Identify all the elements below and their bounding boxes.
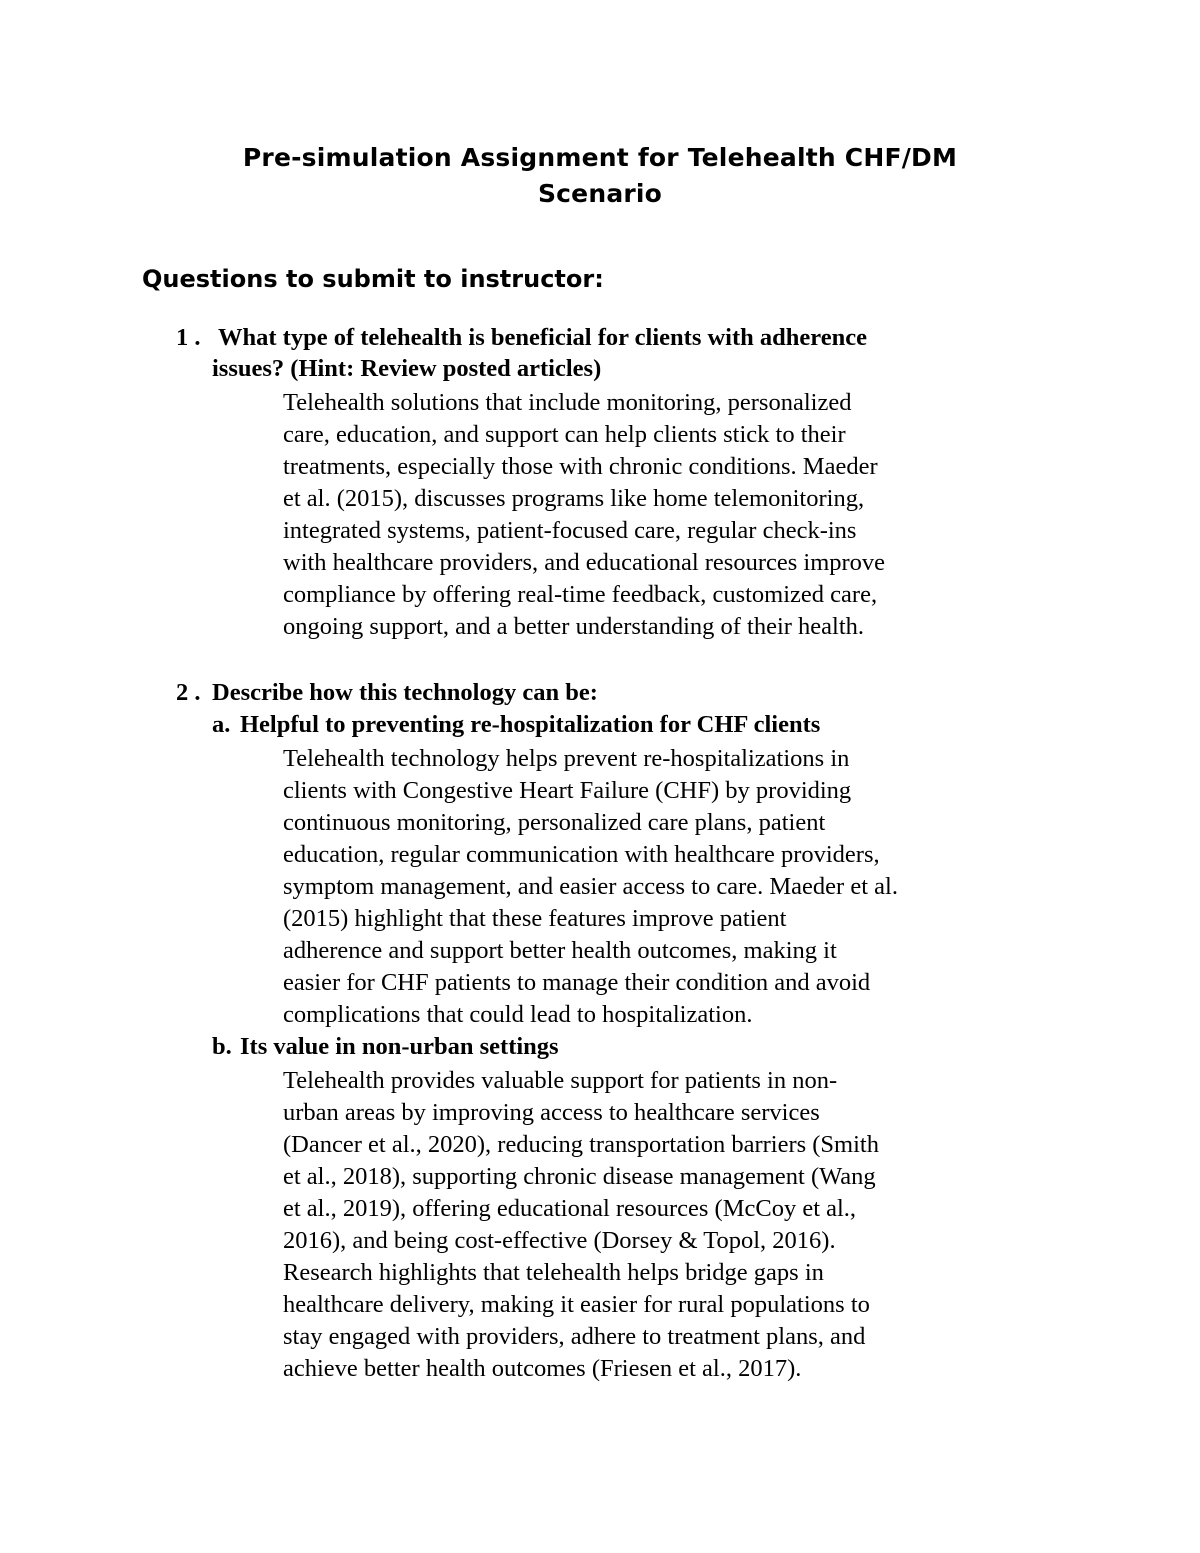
answer-line: with healthcare providers, and educational resources improve (283, 549, 886, 576)
answer-line: compliance by offering real-time feedback, customized care, (283, 581, 878, 608)
answer-line: clients with Congestive Heart Failure (CHF) by providing (283, 777, 852, 804)
question-prompt-line: issues? (Hint: Review posted articles) (212, 355, 602, 382)
document-title-line-2: Scenario (537, 179, 663, 208)
answer-line: continuous monitoring, personalized care plans, patient (283, 809, 826, 836)
subpart-prompt: Helpful to preventing re-hospitalization for CHF clients (240, 711, 821, 738)
answer-line: achieve better health outcomes (Friesen et al., 2017). (283, 1355, 802, 1382)
answer-line: complications that could lead to hospitalization. (283, 1001, 753, 1028)
answer-line: care, education, and support can help clients stick to their (283, 421, 846, 448)
answer-line: et al., 2019), offering educational resources (McCoy et al., (283, 1195, 857, 1222)
answer-line: treatments, especially those with chronic conditions. Maeder (283, 453, 878, 480)
answer-line: ongoing support, and a better understanding of their health. (283, 613, 865, 640)
answer-line: symptom management, and easier access to care. Maeder et al. (283, 873, 898, 900)
question-prompt-line: What type of telehealth is beneficial for clients with adherence (218, 324, 867, 351)
answer-line: et al. (2015), discusses programs like home telemonitoring, (283, 485, 865, 512)
answer-line: urban areas by improving access to healthcare services (283, 1099, 820, 1126)
answer-line: (Dancer et al., 2020), reducing transportation barriers (Smith (283, 1131, 879, 1158)
answer-line: 2016), and being cost-effective (Dorsey & Topol, 2016). (283, 1227, 836, 1254)
answer-line: healthcare delivery, making it easier for rural populations to (283, 1291, 870, 1318)
answer-line: et al., 2018), supporting chronic disease management (Wang (283, 1163, 876, 1190)
subpart-letter: a. (212, 711, 231, 738)
answer-line: stay engaged with providers, adhere to treatment plans, and (283, 1323, 866, 1350)
question-prompt-line: Describe how this technology can be: (212, 679, 598, 706)
answer-line: integrated systems, patient-focused care, regular check-ins (283, 517, 857, 544)
answer-line: Research highlights that telehealth helps bridge gaps in (283, 1259, 824, 1286)
subpart-prompt: Its value in non-urban settings (240, 1033, 559, 1060)
question-number: 2 . (176, 679, 201, 706)
answer-line: adherence and support better health outcomes, making it (283, 937, 837, 964)
document-title-line-1: Pre-simulation Assignment for Telehealth CHF/DM (242, 143, 958, 172)
answer-line: easier for CHF patients to manage their condition and avoid (283, 969, 871, 996)
answer-line: Telehealth solutions that include monitoring, personalized (283, 389, 852, 416)
answer-line: (2015) highlight that these features improve patient (283, 905, 787, 932)
answer-line: education, regular communication with healthcare providers, (283, 841, 880, 868)
answer-line: Telehealth technology helps prevent re-hospitalizations in (283, 745, 850, 772)
subpart-letter: b. (212, 1033, 232, 1060)
section-heading: Questions to submit to instructor: (142, 265, 604, 293)
question-number: 1 . (176, 324, 201, 351)
answer-line: Telehealth provides valuable support for patients in non- (283, 1067, 838, 1094)
